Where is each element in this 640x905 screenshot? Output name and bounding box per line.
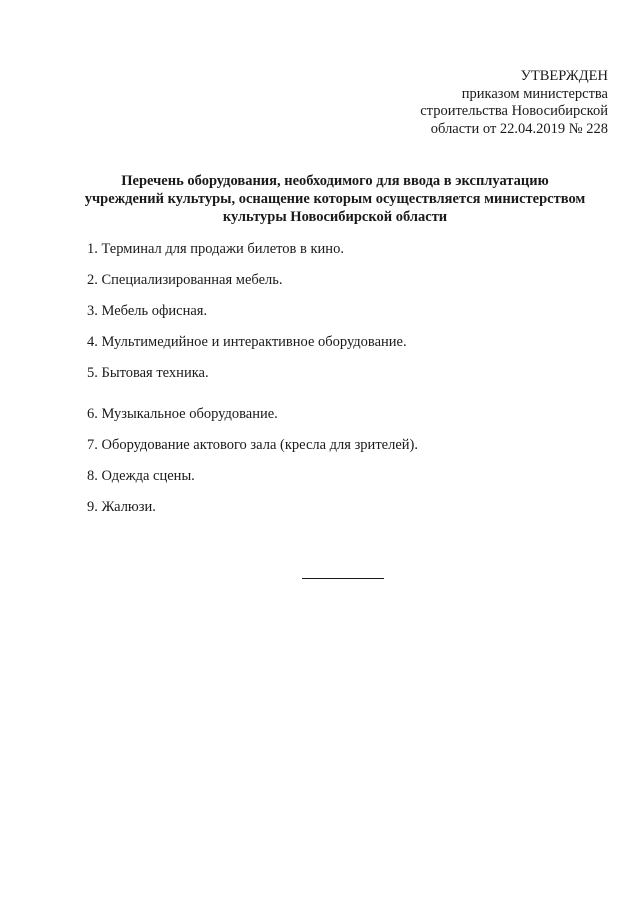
list-item: 8. Одежда сцены. bbox=[87, 468, 195, 484]
end-of-document-line bbox=[302, 578, 384, 579]
approval-ministry-line: строительства Новосибирской bbox=[420, 103, 608, 119]
list-item: 6. Музыкальное оборудование. bbox=[87, 406, 278, 422]
approval-date-number: области от 22.04.2019 № 228 bbox=[430, 120, 608, 137]
title-line-1: Перечень оборудования, необходимого для ввода в эксплуатацию bbox=[121, 173, 549, 189]
document-title bbox=[60, 172, 610, 226]
list-item: 5. Бытовая техника. bbox=[87, 365, 209, 381]
title-line-2: учреждений культуры, оснащение которым осуществляется министерством bbox=[84, 191, 586, 207]
list-item: 2. Специализированная мебель. bbox=[87, 272, 283, 288]
approval-stamp bbox=[420, 68, 608, 138]
list-item: 3. Мебель офисная. bbox=[87, 303, 208, 319]
approval-heading: УТВЕРЖДЕН bbox=[520, 68, 608, 84]
list-item: 9. Жалюзи. bbox=[87, 499, 156, 515]
list-item: 1. Терминал для продажи билетов в кино. bbox=[87, 241, 344, 257]
approval-order-line: приказом министерства bbox=[461, 85, 608, 102]
title-line-3: культуры Новосибирской области bbox=[222, 209, 448, 225]
list-item: 7. Оборудование актового зала (кресла для зрителей). bbox=[87, 437, 418, 453]
list-item: 4. Мультимедийное и интерактивное оборудование. bbox=[87, 334, 407, 350]
